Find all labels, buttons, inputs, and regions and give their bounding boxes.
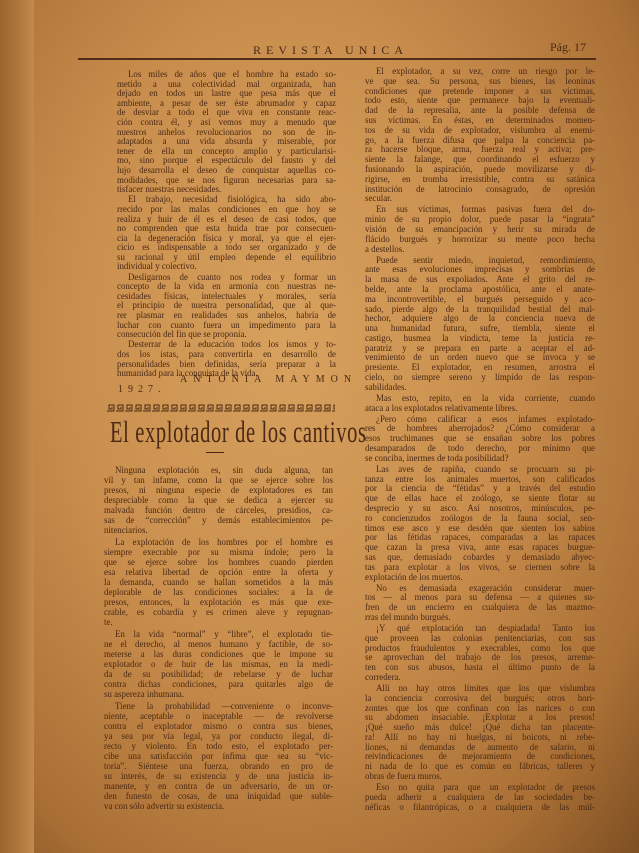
text-line: ro concienzudos zoólogos de la fauna social, sen- <box>365 513 595 523</box>
text-line: deplorable de las condiciones sociales: a la de <box>104 587 333 597</box>
text-line: institución de latrocinio consagrado, de opresión <box>365 184 595 194</box>
text-line: presos, ni ninguna especie de explotadores es tan <box>104 485 333 495</box>
text-line: toria”. Siéntese una fuerza, obrando en pro de <box>104 761 333 771</box>
text-line: adaptados a una vida absurda y miserable, por <box>117 137 336 147</box>
text-line: dos los istas, para convertirla en desarrollo de <box>117 350 336 359</box>
text-line: ¿Pero cómo calificar a esos infames explotado- <box>376 414 595 424</box>
text-line: la masa de sus expoliados. Ante el grito del re- <box>365 275 595 285</box>
text-line: la demanda, cuando se hallan sometidos a la más <box>104 577 333 587</box>
text-line: ra hacerse bloque, arma, fuerza real y activa; pre- <box>365 145 595 155</box>
text-line: tos — al menos para su defensa — a quienes su- <box>365 593 595 603</box>
text-line: sado, pierde algo de la tranquilidad bestial del mal- <box>365 304 595 314</box>
text-line: fusionando la aspiración, puede movilizarse y di- <box>365 164 595 174</box>
text-line: realiza y huir de él es el deseo de casi todos, que <box>117 214 336 224</box>
text-line: No es demasiada exageración considerar muer- <box>376 583 595 593</box>
paragraph <box>117 195 336 272</box>
text-line: tisfacer nuestras necesidades. <box>117 185 222 195</box>
article-year: 1927. <box>118 384 166 395</box>
text-line: concepto de la vida en armonía con nuestras ne- <box>117 282 336 292</box>
page-fold-shadow <box>0 0 34 853</box>
text-line: Eso no quita para que un explotador de presos <box>376 783 595 793</box>
text-line: ataca a los explotados relativamente libres. <box>365 403 518 413</box>
text-line: niente, aceptable o inaceptable — de revolverse <box>104 711 333 721</box>
text-line: tos de su vida de explotador, vislumbra al enemi- <box>365 125 595 135</box>
text-line: tas para explotar a los vivos, se ciernen sobre la <box>365 562 595 572</box>
text-line: go, a la fuerza difusa que palpa la conciencia pa- <box>365 135 595 145</box>
text-line: obras de fuera muros. <box>365 772 442 782</box>
text-line: corredera. <box>365 672 401 682</box>
previous-article-ending <box>117 70 336 379</box>
text-line: condiciones que pretende imponer a sus víctimas, <box>365 86 595 96</box>
text-line: res de hombres aherrojados? ¿Cómo considerar a <box>365 424 595 434</box>
title-divider <box>206 452 224 453</box>
text-line: presiente. El explotador, en resumen, arrostra el <box>365 363 595 373</box>
text-line: individual y colectivo. <box>117 262 197 272</box>
text-line: En la vida “normal” y “libre”, el explotado tie- <box>115 629 333 639</box>
paragraph <box>104 701 333 811</box>
text-line: que cazan la presa viva, ante esas rapaces burgue- <box>365 543 595 553</box>
text-line: crable, es cobardía y es crimen aleve y repugnan- <box>104 607 333 617</box>
paragraph <box>365 67 595 204</box>
text-line: tanza entre los animales muertos, son calificados <box>365 474 595 484</box>
text-line: contra el explotador mismo o contra sus bienes, <box>104 721 333 731</box>
text-line: contra dichas condiciones, para quitarles algo de <box>104 679 333 689</box>
text-line: va con sólo advertir su existencia. <box>104 801 225 811</box>
text-line: liones, ni demandas de aumento de salario, ni <box>365 742 595 752</box>
text-line: secular. <box>365 194 392 204</box>
text-line: de desviar a todo el que viva en constante reac- <box>117 108 336 118</box>
paragraph <box>365 624 595 683</box>
text-line: hechor, adquiere algo de la conciencia nueva de <box>365 314 595 324</box>
greek-key-border-ornament <box>107 404 335 412</box>
text-line: Ninguna explotación es, sin duda alguna, tan <box>115 465 333 475</box>
text-line: ¡Qué sueño más dulce! ¡Qué dicha tan placente- <box>365 723 595 733</box>
paragraph <box>117 273 336 340</box>
text-line: da de su posibilidad; de rebelarse y de luchar <box>104 669 333 679</box>
paragraph <box>117 70 336 195</box>
text-line: El explotador, a su vez, corre un riesgo por le- <box>376 67 595 76</box>
text-line: a destellos. <box>365 244 405 254</box>
paragraph <box>104 537 333 627</box>
text-line: sabilidades. <box>365 382 407 392</box>
text-line: su abdomen insaciable. ¡Explotar a los presos! <box>365 713 595 723</box>
paragraph <box>365 415 595 464</box>
text-line: desamparados de todo derecho, por mínimo que <box>365 444 595 454</box>
text-line: paratriz y se prepara en parte a aceptar el ad- <box>365 343 595 353</box>
text-line: cielo, no siempre sereno y límpido de las respon- <box>365 373 595 383</box>
text-line: ambiente, a pesar de ser éste abrumador y capaz <box>117 98 336 108</box>
page-number: Pág. 17 <box>550 40 586 54</box>
text-line: cia la degeneración física y moral, ya que el ejer- <box>117 233 336 243</box>
text-line: rras del mundo burgués. <box>365 612 451 622</box>
paragraph <box>365 584 595 623</box>
text-line: presos, entonces, la explotación es más que exe- <box>104 597 333 607</box>
text-line: que proveen las colonias penitenciarias, con sus <box>365 633 595 643</box>
text-line: recto y violento. En todo esto, el explotado per- <box>104 741 333 751</box>
text-line: su interés, de su existencia y de una justicia in- <box>104 771 333 781</box>
text-line: malvada función dentro de cárceles, presidios, ca- <box>104 505 333 515</box>
text-line: rrecido por las malas condiciones en que hoy se <box>117 204 336 214</box>
text-line: En sus víctimas, formas pasivas fuera del do- <box>376 205 595 215</box>
text-line: su aspereza inhumana. <box>104 689 185 699</box>
page-header <box>78 34 596 60</box>
text-line: Los miles de años que el hombre ha estado so- <box>128 70 336 79</box>
text-line: nitenciarios. <box>104 525 148 535</box>
text-line: ante esas evoluciones imprecisas y sombrías de <box>365 265 595 275</box>
text-line: ¡Y qué explotación tan despiadada! Tanto los <box>376 623 595 633</box>
text-line: Puede sentir miedo, inquietud, remordimiento, <box>376 255 595 265</box>
text-line: vil y tan infame, como la que se ejerce sobre los <box>104 475 333 485</box>
text-line: modidades, que se nos figuran necesarias para sa- <box>117 175 336 185</box>
text-line: todo esto, siente que permanece bajo la eventuali- <box>365 96 595 106</box>
text-line: Desterrar de la educación todos los ismos y to- <box>128 340 336 350</box>
text-line: ra! Allí no hay ni huelgas, ni boicots, ni rebe- <box>365 732 595 742</box>
text-line: su racional y útil empleo depende el equilibrio <box>117 252 336 262</box>
text-line: Desligarnos de cuanto nos rodea y formar un <box>128 272 336 282</box>
text-line: venimiento de un orden nuevo que se invoca y se <box>365 353 595 363</box>
article-title: El explotador de los cantivos <box>110 414 367 449</box>
text-line: manente, y en contra de un adversario, de un or- <box>104 781 333 791</box>
text-line: sas que, demasiado cobardes y demasiado abyec- <box>365 552 595 562</box>
text-line: siente la falange, que coordinando el esfuerzo y <box>365 155 595 165</box>
paragraph <box>365 684 595 782</box>
text-line: productos fraudulentos y execrables, como los que <box>365 643 595 653</box>
text-line: minio de su propio dolor, puede pasar la “ingrata” <box>365 215 595 225</box>
text-line: néficas o filantrópicas, o a cualquiera de las múl- <box>365 802 595 812</box>
text-line: den funesto de cosas, de una iniquidad que suble- <box>104 791 333 801</box>
text-line: humanidad para la conquista de la vida. <box>117 369 258 379</box>
text-line: rer plasmar en realidades sus anhelos, habría de <box>117 311 336 321</box>
text-line: la conciencia corrosiva del burgués; otros hori- <box>365 693 595 703</box>
text-line: visión de su emancipación y herir su mirada de <box>365 224 595 234</box>
text-line: La explotación de los hombres por el hombre es <box>115 537 333 547</box>
text-line: Las aves de rapiña, cuando se procuarn su pi- <box>376 464 595 474</box>
text-line: meterse a las duras condiciones que le impone su <box>104 649 333 659</box>
text-line: Mas esto, repito, en la vida corriente, cuando <box>376 393 595 403</box>
text-line: que de ellas hace el zoólogo, se siente flotar su <box>365 494 595 504</box>
text-line: Allí no hay otros límites que los que vislumbra <box>376 683 595 693</box>
text-line: sus víctimas. En éstas, en determinados momen- <box>365 115 595 125</box>
text-line: fren de un encierro en cualquiera de las mazmo- <box>365 603 595 613</box>
text-line: desprecio y su asco. Así nosotros, minúsculos, pe- <box>365 504 595 513</box>
text-line: ma incontrovertible, el burgués perseguido y aco- <box>365 294 595 304</box>
text-line: ción contra él, y así vemos muy a menudo que <box>117 117 336 127</box>
text-line: esos truchimanes que se ensañan sobre los pobres <box>365 434 595 444</box>
text-line: dejado en todos un lastre que pesa más que el <box>117 89 336 99</box>
text-line: mo, sino porque el espectáculo del fausto y del <box>117 156 336 166</box>
text-line: pueda adherir a cualquiera de las sociedades be- <box>365 792 595 802</box>
text-line: que se ejerce sobre los hombres cuando pierden <box>104 557 333 567</box>
text-line: reivindicaciones de mejoramiento de condiciones, <box>365 752 595 762</box>
text-line: metido a una colectividad mal organizada, han <box>117 79 336 89</box>
text-line: belde, ante la proclama apostólica, ante el anate- <box>365 284 595 294</box>
text-line: ya sea por vía legal, ya por conducto ilegal, di- <box>104 731 333 741</box>
text-line: se conciba, inermes de toda posibilidad? <box>365 453 509 463</box>
text-line: El trabajo, necesidad fisiológica, ha sido abo- <box>128 195 336 205</box>
text-line: Tiene la probabilidad —conveniente o inconve- <box>115 701 333 711</box>
text-line: tener de ella un concepto amplio y particularisi- <box>117 146 336 156</box>
text-line: castigo, husmea la vindicta, teme la justicia re- <box>365 333 595 343</box>
text-line: no comprenden que esta huida trae por consecuen- <box>117 224 336 234</box>
text-line: siempre execrable por su misma índole; pero la <box>104 547 333 557</box>
paragraph <box>365 783 595 812</box>
text-line: cicio es indispensable a todo ser organizado y de <box>117 243 336 253</box>
text-line: cesidades físicas, intelectuales y morales, sería <box>117 291 336 301</box>
text-line: lujo desarrolla el deseo de conquistar aquellas co- <box>117 165 336 175</box>
paragraph <box>365 205 595 254</box>
text-line: por la ciencia de “fétidas” y a través del estudio <box>365 484 595 494</box>
text-line: el principio de nuestra personalidad, que al que- <box>117 301 336 311</box>
article-body-right <box>365 67 595 814</box>
text-line: ten con sus abusos, hasta el último punto de la <box>365 663 595 673</box>
text-line: ne el derecho, al menos humano y factible, de so- <box>104 639 333 649</box>
text-line: por las fétidas rapaces, comparadas a las rapaces <box>365 533 595 543</box>
text-line: dad de la represalia, ante la posible defensa de <box>365 106 595 116</box>
text-line: rigirse, en tromba irresistible, contra su satánica <box>365 174 595 184</box>
text-line: luchar con cuanto fuera un impedimento para la <box>117 320 336 330</box>
text-line: ni nada de lo que es común en fábricas, talleres y <box>365 762 595 772</box>
text-line: despreciable como la que se dedica a ejercer su <box>104 495 333 505</box>
text-line: personalidades bien definidas, sería preparar a la <box>117 359 336 369</box>
text-line: esa relativa libertad de opción entre la oferta y <box>104 567 333 577</box>
text-line: consecución del fin que se proponía. <box>117 330 247 340</box>
text-line: nuestros anhelos revolucionarios no son de in- <box>117 127 336 137</box>
text-line: sas de “corrección” y demás establecimientos pe- <box>104 515 333 525</box>
running-title: REVISTA UNICA <box>253 43 409 57</box>
paragraph <box>365 465 595 583</box>
article-body-left <box>104 465 333 813</box>
text-line: te. <box>104 617 113 627</box>
text-line: ve que sea. Su persona, sus bienes, las leoninas <box>365 76 595 86</box>
text-line: cibe una satisfacción por ínfima que sea su “vic- <box>104 751 333 761</box>
text-line: zontes que los que confinan con las narices o con <box>365 703 595 713</box>
paragraph <box>104 629 333 699</box>
paragraph <box>104 465 333 535</box>
text-line: explotación de los muertos. <box>365 572 463 582</box>
paragraph <box>365 256 595 393</box>
text-line: una humanidad futura, sufre, tiembla, siente el <box>365 324 595 334</box>
author-signature: ANTONIA MAYMON <box>180 374 358 385</box>
paragraph <box>365 394 595 414</box>
text-line: explotador o de huir de las mismas, en la medi- <box>104 659 333 669</box>
text-line: flácido burgués y horrorizar su mente poco hecha <box>365 234 595 244</box>
text-line: se aprovechan del trabajo de los presos, arreme- <box>365 653 595 663</box>
text-line: timos ese asco y ese desdén que sienten los sabios <box>365 523 595 533</box>
